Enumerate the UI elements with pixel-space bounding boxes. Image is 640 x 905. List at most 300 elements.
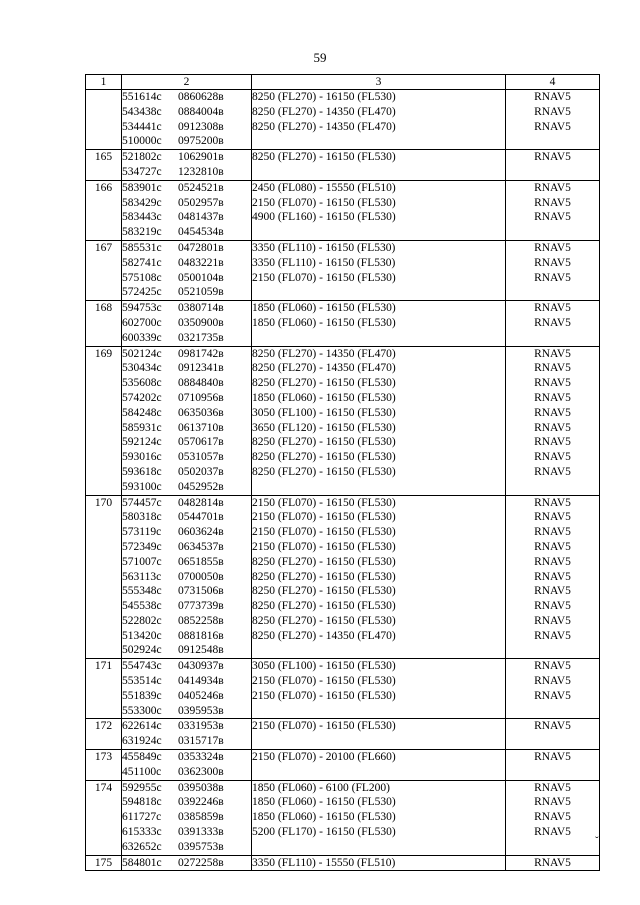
- header-col-1: 1: [86, 75, 122, 90]
- longitude: 0731506в: [178, 585, 224, 598]
- longitude: 0710956в: [178, 391, 224, 404]
- coordinates-cell: [122, 210, 252, 225]
- table-row: [86, 659, 600, 674]
- navigation-spec: RNAV5: [506, 90, 600, 105]
- route-number: 172: [86, 719, 122, 750]
- longitude: 0414934в: [178, 675, 224, 688]
- altitude-range: 8250 (FL270) - 16150 (FL530): [252, 435, 506, 450]
- latitude: 573119с: [122, 526, 162, 539]
- table-row: [86, 406, 600, 421]
- longitude: 0912548в: [178, 644, 224, 657]
- navigation-spec: [506, 285, 600, 300]
- table-row: [86, 256, 600, 271]
- table-row: [86, 674, 600, 689]
- altitude-range: 8250 (FL270) - 16150 (FL530): [252, 584, 506, 599]
- latitude: 574202с: [122, 391, 162, 404]
- altitude-range: 3350 (FL110) - 16150 (FL530): [252, 256, 506, 271]
- altitude-range: [252, 480, 506, 495]
- latitude: 622614с: [122, 720, 162, 733]
- coordinates-cell: [122, 376, 252, 391]
- longitude: 0272258в: [178, 856, 224, 869]
- coordinates-cell: [122, 629, 252, 644]
- coordinates-cell: [122, 540, 252, 555]
- latitude: 592124с: [122, 436, 162, 449]
- latitude: 602700с: [122, 316, 162, 329]
- longitude: 0385859в: [178, 811, 224, 824]
- longitude: 0634537в: [178, 540, 224, 553]
- altitude-range: 1850 (FL060) - 16150 (FL530): [252, 301, 506, 316]
- table-row: [86, 704, 600, 719]
- latitude: 592955с: [122, 781, 162, 794]
- longitude: 0521059в: [178, 286, 224, 299]
- coordinates-cell: [122, 465, 252, 480]
- longitude: 0852258в: [178, 614, 224, 627]
- altitude-range: 1850 (FL060) - 16150 (FL530): [252, 316, 506, 331]
- route-number: 167: [86, 240, 122, 300]
- longitude: 0430937в: [178, 660, 224, 673]
- table-row: [86, 316, 600, 331]
- longitude: 0860628в: [178, 91, 224, 103]
- routes-table-body: [86, 90, 600, 871]
- navigation-spec: RNAV5: [506, 465, 600, 480]
- coordinates-cell: [122, 105, 252, 120]
- route-number: 174: [86, 780, 122, 855]
- table-row: [86, 465, 600, 480]
- navigation-spec: RNAV5: [506, 450, 600, 465]
- altitude-range: 3350 (FL110) - 15550 (FL510): [252, 855, 506, 871]
- altitude-range: [252, 285, 506, 300]
- longitude: 0544701в: [178, 511, 224, 524]
- table-row: [86, 120, 600, 135]
- coordinates-cell: [122, 614, 252, 629]
- navigation-spec: RNAV5: [506, 510, 600, 525]
- latitude: 600339с: [122, 331, 162, 344]
- navigation-spec: [506, 225, 600, 240]
- route-number: 168: [86, 301, 122, 346]
- latitude: 632652с: [122, 840, 162, 853]
- coordinates-cell: [122, 196, 252, 211]
- coordinates-cell: [122, 855, 252, 871]
- coordinates-cell: [122, 450, 252, 465]
- table-row: [86, 90, 600, 105]
- table-row: [86, 435, 600, 450]
- latitude: 530434с: [122, 362, 162, 375]
- longitude: 0392246в: [178, 796, 224, 809]
- longitude: 0405246в: [178, 689, 224, 702]
- latitude: 451100с: [122, 765, 162, 778]
- coordinates-cell: [122, 391, 252, 406]
- coordinates-cell: [122, 331, 252, 346]
- coordinates-cell: [122, 150, 252, 165]
- latitude: 554743с: [122, 660, 162, 673]
- longitude: 0362300в: [178, 765, 224, 778]
- coordinates-cell: [122, 285, 252, 300]
- latitude: 535608с: [122, 377, 162, 390]
- table-row: [86, 165, 600, 180]
- altitude-range: 3350 (FL110) - 16150 (FL530): [252, 240, 506, 255]
- table-row: [86, 225, 600, 240]
- navigation-spec: [506, 480, 600, 495]
- latitude: 571007с: [122, 555, 162, 568]
- longitude: 0472801в: [178, 241, 224, 254]
- navigation-spec: RNAV5: [506, 361, 600, 376]
- altitude-range: 1850 (FL060) - 16150 (FL530): [252, 810, 506, 825]
- navigation-spec: RNAV5: [506, 271, 600, 286]
- altitude-range: 8250 (FL270) - 14350 (FL470): [252, 629, 506, 644]
- latitude: 555348с: [122, 585, 162, 598]
- latitude: 574457с: [122, 496, 162, 509]
- altitude-range: 2150 (FL070) - 16150 (FL530): [252, 271, 506, 286]
- coordinates-cell: [122, 180, 252, 195]
- table-row: [86, 795, 600, 810]
- longitude: 0603624в: [178, 526, 224, 539]
- table-row: [86, 734, 600, 749]
- longitude: 0651855в: [178, 555, 224, 568]
- latitude: 551839с: [122, 689, 162, 702]
- navigation-spec: RNAV5: [506, 435, 600, 450]
- altitude-range: 1850 (FL060) - 6100 (FL200): [252, 780, 506, 795]
- navigation-spec: RNAV5: [506, 599, 600, 614]
- table-row: [86, 719, 600, 734]
- altitude-range: 2150 (FL070) - 16150 (FL530): [252, 689, 506, 704]
- navigation-spec: [506, 704, 600, 719]
- table-row: [86, 361, 600, 376]
- navigation-spec: RNAV5: [506, 780, 600, 795]
- altitude-range: [252, 165, 506, 180]
- longitude: 0481437в: [178, 211, 224, 224]
- longitude: 0613710в: [178, 421, 224, 434]
- longitude: 0502957в: [178, 196, 224, 209]
- coordinates-cell: [122, 584, 252, 599]
- latitude: 583219с: [122, 226, 162, 239]
- navigation-spec: [506, 165, 600, 180]
- longitude: 0482814в: [178, 496, 224, 509]
- longitude: 1062901в: [178, 151, 224, 164]
- longitude: 0700050в: [178, 570, 224, 583]
- longitude: 0881816в: [178, 629, 224, 642]
- table-row: [86, 599, 600, 614]
- navigation-spec: RNAV5: [506, 584, 600, 599]
- table-row: [86, 210, 600, 225]
- latitude: 631924с: [122, 735, 162, 748]
- header-row: [86, 75, 600, 90]
- latitude: 583443с: [122, 211, 162, 224]
- longitude: 0912308в: [178, 120, 224, 133]
- altitude-range: 1850 (FL060) - 16150 (FL530): [252, 391, 506, 406]
- coordinates-cell: [122, 165, 252, 180]
- navigation-spec: RNAV5: [506, 196, 600, 211]
- navigation-spec: RNAV5: [506, 719, 600, 734]
- altitude-range: 2150 (FL070) - 16150 (FL530): [252, 525, 506, 540]
- page-number: 59: [313, 50, 327, 65]
- altitude-range: 8250 (FL270) - 16150 (FL530): [252, 599, 506, 614]
- longitude: 0502037в: [178, 465, 224, 478]
- coordinates-cell: [122, 719, 252, 734]
- altitude-range: 2450 (FL080) - 15550 (FL510): [252, 180, 506, 195]
- latitude: 510000с: [122, 135, 162, 148]
- corner-mark: ˇ: [595, 835, 599, 847]
- navigation-spec: [506, 734, 600, 749]
- altitude-range: 8250 (FL270) - 14350 (FL470): [252, 361, 506, 376]
- navigation-spec: RNAV5: [506, 391, 600, 406]
- coordinates-cell: [122, 704, 252, 719]
- latitude: 594818с: [122, 796, 162, 809]
- table-row: [86, 825, 600, 840]
- longitude: 0912341в: [178, 362, 224, 375]
- navigation-spec: RNAV5: [506, 406, 600, 421]
- altitude-range: 2150 (FL070) - 16150 (FL530): [252, 495, 506, 510]
- navigation-spec: RNAV5: [506, 855, 600, 871]
- latitude: 583429с: [122, 196, 162, 209]
- navigation-spec: RNAV5: [506, 750, 600, 765]
- altitude-range: [252, 840, 506, 855]
- longitude: 0380714в: [178, 302, 224, 315]
- latitude: 593618с: [122, 465, 162, 478]
- route-number: 170: [86, 495, 122, 659]
- table-row: [86, 331, 600, 346]
- altitude-range: [252, 331, 506, 346]
- longitude: 0531057в: [178, 451, 224, 464]
- latitude: 593100с: [122, 480, 162, 493]
- table-row: [86, 555, 600, 570]
- altitude-range: 8250 (FL270) - 14350 (FL470): [252, 120, 506, 135]
- altitude-range: 8250 (FL270) - 16150 (FL530): [252, 90, 506, 105]
- navigation-spec: RNAV5: [506, 555, 600, 570]
- latitude: 584248с: [122, 406, 162, 419]
- altitude-range: 8250 (FL270) - 16150 (FL530): [252, 465, 506, 480]
- altitude-range: 8250 (FL270) - 16150 (FL530): [252, 376, 506, 391]
- table-row: [86, 134, 600, 149]
- coordinates-cell: [122, 825, 252, 840]
- routes-table: [85, 74, 600, 871]
- altitude-range: 3650 (FL120) - 16150 (FL530): [252, 421, 506, 436]
- coordinates-cell: [122, 480, 252, 495]
- latitude: 521802с: [122, 151, 162, 164]
- altitude-range: 8250 (FL270) - 16150 (FL530): [252, 570, 506, 585]
- navigation-spec: RNAV5: [506, 421, 600, 436]
- coordinates-cell: [122, 90, 252, 105]
- altitude-range: [252, 643, 506, 658]
- longitude: 1232810в: [178, 165, 224, 178]
- table-row: [86, 480, 600, 495]
- altitude-range: [252, 765, 506, 780]
- coordinates-cell: [122, 240, 252, 255]
- longitude: 0454534в: [178, 226, 224, 239]
- longitude: 0395753в: [178, 840, 224, 853]
- coordinates-cell: [122, 555, 252, 570]
- table-row: [86, 285, 600, 300]
- latitude: 543438с: [122, 105, 162, 118]
- coordinates-cell: [122, 406, 252, 421]
- table-row: [86, 540, 600, 555]
- navigation-spec: RNAV5: [506, 614, 600, 629]
- longitude: 0395038в: [178, 781, 224, 794]
- table-row: [86, 421, 600, 436]
- longitude: 0391333в: [178, 826, 224, 839]
- coordinates-cell: [122, 689, 252, 704]
- table-row: [86, 855, 600, 871]
- latitude: 502924с: [122, 644, 162, 657]
- coordinates-cell: [122, 134, 252, 149]
- latitude: 553300с: [122, 704, 162, 717]
- navigation-spec: RNAV5: [506, 629, 600, 644]
- navigation-spec: RNAV5: [506, 376, 600, 391]
- altitude-range: 8250 (FL270) - 16150 (FL530): [252, 450, 506, 465]
- coordinates-cell: [122, 795, 252, 810]
- table-row: [86, 614, 600, 629]
- navigation-spec: RNAV5: [506, 674, 600, 689]
- coordinates-cell: [122, 316, 252, 331]
- altitude-range: 2150 (FL070) - 16150 (FL530): [252, 674, 506, 689]
- longitude: 0570617в: [178, 436, 224, 449]
- latitude: 593016с: [122, 451, 162, 464]
- altitude-range: 8250 (FL270) - 16150 (FL530): [252, 555, 506, 570]
- latitude: 553514с: [122, 675, 162, 688]
- table-row: [86, 584, 600, 599]
- navigation-spec: RNAV5: [506, 150, 600, 165]
- navigation-spec: RNAV5: [506, 540, 600, 555]
- latitude: 572349с: [122, 540, 162, 553]
- navigation-spec: RNAV5: [506, 105, 600, 120]
- table-row: [86, 643, 600, 658]
- altitude-range: 8250 (FL270) - 16150 (FL530): [252, 150, 506, 165]
- navigation-spec: [506, 840, 600, 855]
- table-row: [86, 840, 600, 855]
- latitude: 585931с: [122, 421, 162, 434]
- longitude: 0635036в: [178, 406, 224, 419]
- latitude: 513420с: [122, 629, 162, 642]
- table-row: [86, 810, 600, 825]
- latitude: 575108с: [122, 271, 162, 284]
- route-number: 165: [86, 150, 122, 181]
- navigation-spec: RNAV5: [506, 495, 600, 510]
- navigation-spec: RNAV5: [506, 525, 600, 540]
- navigation-spec: RNAV5: [506, 825, 600, 840]
- altitude-range: 8250 (FL270) - 14350 (FL470): [252, 105, 506, 120]
- altitude-range: 3050 (FL100) - 16150 (FL530): [252, 659, 506, 674]
- altitude-range: 2150 (FL070) - 20100 (FL660): [252, 750, 506, 765]
- latitude: 534727с: [122, 165, 162, 178]
- altitude-range: 8250 (FL270) - 14350 (FL470): [252, 346, 506, 361]
- coordinates-cell: [122, 495, 252, 510]
- coordinates-cell: [122, 750, 252, 765]
- latitude: 580318с: [122, 511, 162, 524]
- route-number: 175: [86, 855, 122, 871]
- route-number: [86, 90, 122, 150]
- route-number: 173: [86, 750, 122, 781]
- coordinates-cell: [122, 599, 252, 614]
- table-row: [86, 750, 600, 765]
- navigation-spec: [506, 331, 600, 346]
- coordinates-cell: [122, 346, 252, 361]
- table-row: [86, 105, 600, 120]
- longitude: 0395953в: [178, 704, 224, 717]
- navigation-spec: RNAV5: [506, 570, 600, 585]
- table-row: [86, 196, 600, 211]
- latitude: 584801с: [122, 856, 162, 869]
- table-row: [86, 180, 600, 195]
- navigation-spec: RNAV5: [506, 659, 600, 674]
- table-row: [86, 150, 600, 165]
- table-row: [86, 780, 600, 795]
- longitude: 0884840в: [178, 377, 224, 390]
- coordinates-cell: [122, 643, 252, 658]
- table-row: [86, 629, 600, 644]
- table-row: [86, 525, 600, 540]
- navigation-spec: [506, 765, 600, 780]
- latitude: 572425с: [122, 286, 162, 299]
- coordinates-cell: [122, 256, 252, 271]
- table-row: [86, 689, 600, 704]
- coordinates-cell: [122, 361, 252, 376]
- coordinates-cell: [122, 734, 252, 749]
- coordinates-cell: [122, 225, 252, 240]
- latitude: 594753с: [122, 302, 162, 315]
- route-number: 169: [86, 346, 122, 495]
- longitude: 0353324в: [178, 751, 224, 764]
- table-row: [86, 391, 600, 406]
- table-row: [86, 301, 600, 316]
- coordinates-cell: [122, 810, 252, 825]
- latitude: 583901с: [122, 181, 162, 194]
- header-col-3: 3: [252, 75, 506, 90]
- longitude: 0773739в: [178, 600, 224, 613]
- navigation-spec: RNAV5: [506, 795, 600, 810]
- altitude-range: 2150 (FL070) - 16150 (FL530): [252, 540, 506, 555]
- coordinates-cell: [122, 120, 252, 135]
- altitude-range: 2150 (FL070) - 16150 (FL530): [252, 510, 506, 525]
- coordinates-cell: [122, 570, 252, 585]
- altitude-range: 8250 (FL270) - 16150 (FL530): [252, 614, 506, 629]
- altitude-range: 2150 (FL070) - 16150 (FL530): [252, 196, 506, 211]
- navigation-spec: [506, 134, 600, 149]
- table-row: [86, 450, 600, 465]
- altitude-range: [252, 704, 506, 719]
- altitude-range: 3050 (FL100) - 16150 (FL530): [252, 406, 506, 421]
- longitude: 0452952в: [178, 480, 224, 493]
- latitude: 582741с: [122, 256, 162, 269]
- coordinates-cell: [122, 780, 252, 795]
- navigation-spec: RNAV5: [506, 120, 600, 135]
- longitude: 0350900в: [178, 316, 224, 329]
- navigation-spec: RNAV5: [506, 256, 600, 271]
- latitude: 611727с: [122, 811, 162, 824]
- coordinates-cell: [122, 421, 252, 436]
- coordinates-cell: [122, 510, 252, 525]
- latitude: 502124с: [122, 347, 162, 360]
- table-row: [86, 510, 600, 525]
- latitude: 563113с: [122, 570, 162, 583]
- altitude-range: 1850 (FL060) - 16150 (FL530): [252, 795, 506, 810]
- coordinates-cell: [122, 765, 252, 780]
- latitude: 551614с: [122, 91, 162, 103]
- latitude: 534441с: [122, 120, 162, 133]
- table-row: [86, 240, 600, 255]
- table-row: [86, 570, 600, 585]
- navigation-spec: RNAV5: [506, 240, 600, 255]
- altitude-range: [252, 734, 506, 749]
- table-row: [86, 376, 600, 391]
- header-col-4: 4: [506, 75, 600, 90]
- longitude: 0975200в: [178, 135, 224, 148]
- latitude: 522802с: [122, 614, 162, 627]
- table-row: [86, 346, 600, 361]
- longitude: 0483221в: [178, 256, 224, 269]
- navigation-spec: RNAV5: [506, 301, 600, 316]
- coordinates-cell: [122, 435, 252, 450]
- navigation-spec: RNAV5: [506, 180, 600, 195]
- latitude: 455849с: [122, 751, 162, 764]
